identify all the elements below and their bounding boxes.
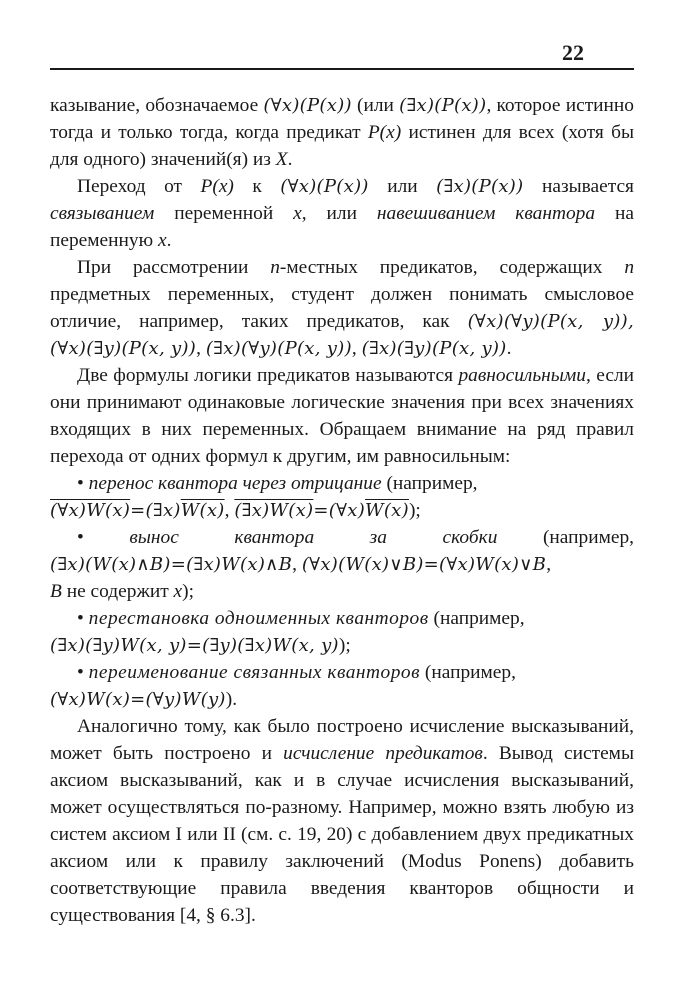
formula: (∀x)(W(x)∨B)=(∀x)W(x)∨B (301, 554, 547, 575)
formula: (∀x)(∀y)(P(x, y)), (467, 311, 634, 332)
rule-name: перестановка одноименных кванторов (88, 608, 429, 629)
formula: (∃x)(∃y)W(x, y)=(∃y)(∃x)W(x, y) (50, 635, 339, 656)
negated-formula: W(x) (180, 500, 225, 521)
rule-formula-permutation: (∃x)(∃y)W(x, y)=(∃y)(∃x)W(x, y)); (50, 635, 351, 656)
paragraph-n-place-predicates: При рассмотрении n-местных предикатов, содержащих n предметных переменных, студент должен понимать смысловое отличие, например, таких предикатов, как (∀x)(∀y)(P(x, y)), (∀x)(∃y)(P(x, y)), (∃x)(∀y)(P(x, y)), (∃x)(∃y)(P(x, y)). (50, 257, 635, 359)
rule-name: перенос квантора через отрицание (88, 473, 382, 494)
rule-name: вынос квантора за скобки (129, 527, 498, 548)
formula: (∃x)(∀y)(P(x, y)) (205, 338, 352, 359)
formula: (∀x)(P(x)) (263, 95, 352, 116)
paragraph-quantifier-definition: казывание, обозначаемое (∀x)(P(x)) (или (∃x)(P(x)), которое истинно тогда и только тогда, когда предикат P(x) истинен для всех (хотя бы для одного) значений(я) из X. (50, 95, 634, 170)
paragraph-predicate-calculus: Аналогично тому, как было построено исчисление высказываний, может быть построено и исчисление предикатов. Вывод системы аксиом высказываний, как и в случае исчисления высказываний, может осуществляться по-разному. Например, можно взять любую из систем аксиом I или II (см. с. 19, 20) с добавлением двух предикатных аксиом или к правилу заключений (Modus Ponens) добавить соответствующие правила введения кванторов общности и существования [4, § 6.3]. (50, 716, 634, 926)
formula: (∃x)(∃y)(P(x, y)) (361, 338, 507, 359)
formula: (∀x)(∃y)(P(x, y)) (50, 338, 197, 359)
rule-item-permutation: • перестановка одноименных кванторов (например, (77, 608, 525, 629)
formula: (∃x)(W(x)∧B)=(∃x)W(x)∧B (50, 554, 293, 575)
rule-item-negation: • перенос квантора через отрицание (например, (77, 473, 478, 494)
rule-item-renaming: • переименование связанных кванторов (например, (77, 662, 516, 683)
emphasis-term: связыванием (50, 203, 155, 224)
rule-name: переименование связанных кванторов (88, 662, 421, 683)
formula: (∃x)(P(x)) (436, 176, 524, 197)
header-rule (50, 68, 634, 70)
emphasis-term: навешиванием квантора (376, 203, 596, 224)
emphasis-term: исчисление предикатов (283, 743, 483, 764)
paragraph-equivalence: Две формулы логики предикатов называются равносильными, если они принимают одинаковые логические значения при всех значениях входящих в них переменных. Обращаем внимание на ряд правил перехода от одних формул к другим, им равносильным: (50, 365, 634, 467)
page-number: 22 (562, 40, 584, 65)
formula: (∀x)(P(x)) (280, 176, 369, 197)
rule-formula-renaming: (∀x)W(x)=(∀y)W(y)). (50, 689, 238, 710)
formula: (∃x)(P(x)) (399, 95, 487, 116)
rule-formula-extraction: (∃x)(W(x)∧B)=(∃x)W(x)∧B, (∀x)(W(x)∨B)=(∀x)W(x)∨B, B не содержит x); (50, 554, 552, 602)
paragraph-binding: Переход от P(x) к (∀x)(P(x)) или (∃x)(P(x)) называется связыванием переменной x, или навешиванием квантора на переменную x. (50, 176, 634, 251)
rule-item-extraction: • вынос квантора за скобки (например, (77, 527, 634, 548)
negated-formula: (∃x)W(x) (234, 500, 314, 521)
rule-formula-negation: (∀x)W(x)=(∃x)W(x), (∃x)W(x)=(∀x)W(x)); (50, 500, 421, 521)
negated-formula: W(x) (365, 500, 409, 521)
page-body (50, 92, 634, 929)
formula: (∀x)W(x)=(∀y)W(y) (50, 689, 226, 710)
emphasis-term: равносильными (458, 365, 586, 386)
negated-formula: (∀x)W(x) (50, 500, 131, 521)
